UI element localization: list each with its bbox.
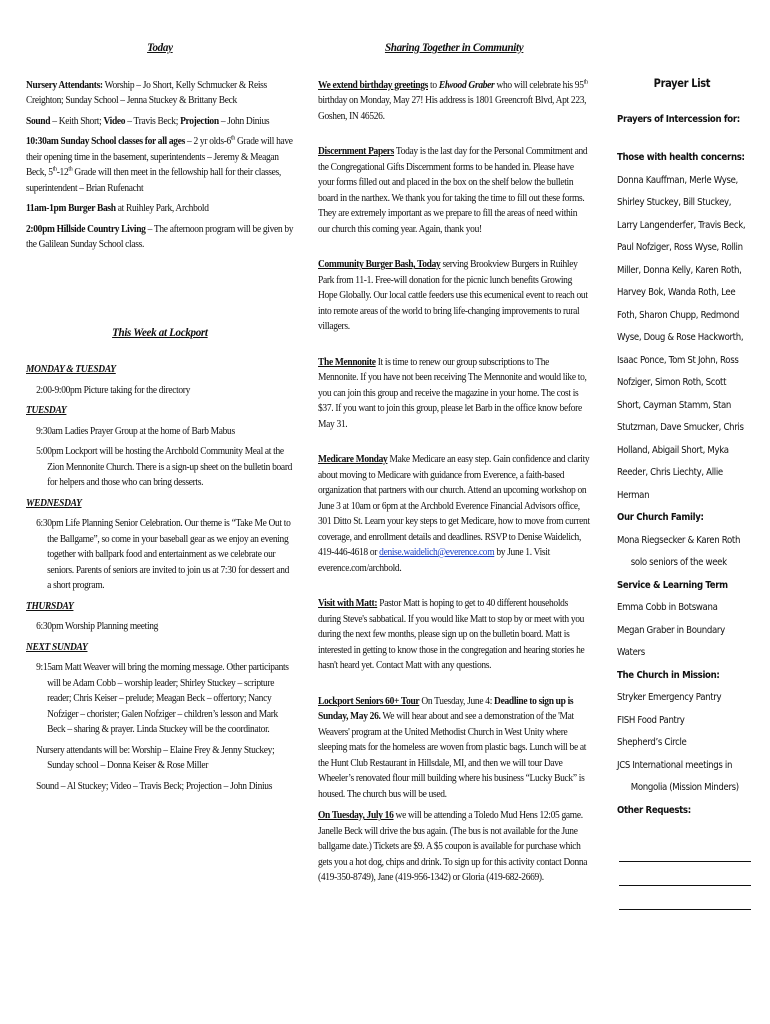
column-today-text	[26, 40, 294, 794]
church-in-mission-label: The Church in Mission:	[617, 669, 720, 681]
event-item: 6:30pm Life Planning Senior Celebration. Our theme is “Take Me Out to the Ballgame”, so come in your baseball gear as we enjoy an evening together with ballpark food and entertainment as we celebrate our seniors. Parents of seniors are invited to join us at 7:30 for dessert and a short program.	[36, 518, 291, 591]
event-item: 9:30am Ladies Prayer Group at the home of Barb Mabus	[36, 425, 235, 437]
church-family-names: Mona Riegsecker & Karen Roth	[617, 534, 741, 546]
health-concerns-label: Those with health concerns:	[617, 152, 745, 163]
column-today	[26, 36, 294, 799]
medicare-monday: Medicare Monday Make Medicare an easy step. Gain confidence and clarity about moving to Medicare with guidance from Everence, a faith-based organization that partners with our church. Attend an upcoming workshop on June 3 at 10am or 6pm at the Archbold Everence Financial Advisors office, 301 Ditto St. Learn your key steps to get Medicare, how to move from current coverage, and enrollment details and deadlines. RSVP to Denise Waidelich, 419-446-4618 or denise.waidelich@everence.com by June 1. Visit everence.com/archbold.	[318, 454, 590, 574]
discernment-papers: Discernment Papers Today is the last day for the Personal Commitment and the Congregational Gifts Discernment forms to be handed in. Please have your forms filled out and placed in the box on the shelf below the bulletin board in the narthex. We thank you for taking the time to fill out these forms. They are extremely important as we prepare to fill the areas of need within our church this coming year. Again, thank you!	[318, 146, 588, 235]
event-item: 6:30pm Worship Planning meeting	[36, 621, 159, 632]
sharing-heading: Sharing Together in Community	[384, 40, 524, 54]
seniors-tour: Lockport Seniors 60+ Tour On Tuesday, June 4: Deadline to sign up is Sunday, May 26. We will hear about and see a demonstration of the 'Mat Weavers' program at the United Methodist Church in West Unity where sleeping mats for the homeless are woven from plastic bags. Lunch will be at the Hunt Club Restaurant in Hillsdale, MI, and then we will tour Dave Wheeler’s renovated flour mill building where his business “Lucky Buck” is housed. The church bus will be used.	[318, 695, 587, 800]
event-item: 2:00-9:00pm Picture taking for the directory	[36, 384, 191, 396]
column-sharing	[318, 36, 590, 891]
mission-item: FISH Food Pantry	[617, 714, 685, 726]
hillside-country-living: 2:00pm Hillside Country Living – The afternoon program will be given by the Galilean Sunday School class.	[26, 223, 294, 250]
prayer-list-text	[617, 72, 747, 822]
service-item: Emma Cobb in Botswana	[617, 602, 718, 613]
blank-line	[619, 886, 751, 910]
the-mennonite: The Mennonite It is time to renew our group subscriptions to The Mennonite. If you have not been receiving The Mennonite and would like to, you can join this group and receive the magazine in your home. The cost is $37. If you want to join this group, please let Barb in the office know before May 31.	[318, 356, 587, 430]
mission-item: Stryker Emergency Pantry	[617, 692, 722, 703]
mission-item: Shepherd’s Circle	[617, 737, 687, 748]
event-item: Nursery attendants will be: Worship – Elaine Frey & Jenny Stuckey; Sunday school – Donna Keiser & Rose Miller	[36, 744, 275, 771]
nursery-attendants: Nursery Attendants: Worship – Jo Short, Kelly Schmucker & Reiss Creighton; Sunday School – Jenna Stuckey & Brittany Beck	[26, 79, 267, 106]
mission-item: JCS International meetings in	[617, 759, 733, 771]
day-tuesday: TUESDAY	[26, 405, 67, 416]
day-wednesday: WEDNESDAY	[26, 497, 82, 509]
community-burger-bash: Community Burger Bash, Today serving Brookview Burgers in Ruihley Park from 11-1. Free-will donation for the picnic lunch benefits Growing Hope Globally. Our local cattle feeders use this ecumenical event to reach out into remote areas of the world to bring life-changing improvements to rural villagers.	[318, 259, 588, 332]
event-item: Sound – Al Stuckey; Video – Travis Beck; Projection – John Dinius	[36, 780, 273, 792]
church-family-label: Our Church Family:	[617, 512, 704, 523]
burger-bash: 11am-1pm Burger Bash at Ruihley Park, Archbold	[26, 203, 209, 214]
today-heading: Today	[147, 40, 173, 54]
email-link[interactable]: denise.waidelich@everence.com	[379, 547, 495, 558]
service-learning-label: Service & Learning Term	[617, 579, 728, 591]
blank-line	[619, 862, 751, 886]
church-family-note: solo seniors of the week	[630, 557, 727, 568]
health-concerns-names: Donna Kauffman, Merle Wyse, Shirley Stuckey, Bill Stuckey, Larry Langenderfer, Travis Beck, Paul Nofziger, Ross Wyse, Rollin Miller, Donna Kelly, Karen Roth, Harvey Bok, Wanda Roth, Lee Foth, Sharon Chupp, Redmond Wyse, Doug & Rose Hackworth, Isaac Ponce, Tom St John, Ross Nofziger, Simon Roth, Scott Short, Cayman Stamm, Stan Stutzman, Dave Smucker, Chris Holland, Abigail Short, Myka Reeder, Chris Liechty, Allie Herman	[617, 174, 746, 501]
birthday-notice: We extend birthday greetings to Elwood Graber who will celebrate his 95th birthday on Monday, May 27! His address is 1801 Greencroft Blvd, Apt 223, Goshen, IN 46526.	[318, 78, 588, 122]
other-requests-lines	[619, 838, 751, 910]
mud-hens-game: On Tuesday, July 16 we will be attending a Toledo Mud Hens 12:05 game. Janelle Beck will drive the bus again. (The bus is not available for the June ballgame date.) Tickets are $9. A $5 coupon is available for purchase which gets you a hot dog, chips and drink. To sign up for this activity contact Donna (419-350-8749), Jane (419-956-1342) or Gloria (419-682-2669).	[318, 810, 588, 883]
day-mon-tue: MONDAY & TUESDAY	[26, 364, 116, 375]
prayer-subtitle: Prayers of Intercession for:	[617, 113, 740, 125]
event-item: 9:15am Matt Weaver will bring the morning message. Other participants will be Adam Cobb – worship leader; Shirley Stuckey – scripture reader; Chris Keiser – prelude; Meagan Beck – offertory; Nancy Nofziger – chorister; Galen Nofziger – children’s lesson and Mark Beck – sharing & prayer. Linda Stuckey will be the coordinator.	[36, 662, 289, 735]
visit-with-matt: Visit with Matt: Pastor Matt is hoping to get to 40 different households during Steve's sabbatical. If you would like Matt to stop by or meet with you during the next few months, please sign up on the bulletin board. Matt is interested in getting to know those in the congregation and hearing stories he hasn't heard yet. Contact Matt with any questions.	[318, 598, 585, 671]
day-thursday: THURSDAY	[26, 600, 74, 612]
blank-line	[619, 838, 751, 862]
event-item: 5:00pm Lockport will be hosting the Archbold Community Meal at the Zion Mennonite Church. There is a sign-up sheet on the bulletin board for helpers and those who can bring desserts.	[36, 446, 293, 488]
day-next-sunday: NEXT SUNDAY	[26, 641, 88, 653]
week-heading: This Week at Lockport	[112, 324, 208, 339]
column-sharing-text	[318, 40, 590, 886]
column-prayer-list	[617, 36, 747, 816]
other-requests-label: Other Requests:	[617, 804, 691, 816]
prayer-list-title: Prayer List	[653, 76, 711, 90]
sunday-school-classes: 10:30am Sunday School classes for all ages – 2 yr olds-6th Grade will have their opening time in the basement, superintendents – Jeremy & Meagan Beck, 5th-12th Grade will then meet in the fellowship hall for their classes, superintendent – Brian Rufenacht	[26, 134, 293, 194]
service-item: Megan Graber in Boundary Waters	[617, 624, 725, 658]
tech-crew: Sound – Keith Short; Video – Travis Beck; Projection – John Dinius	[26, 115, 270, 127]
mission-item-continued: Mongolia (Mission Minders)	[630, 782, 739, 793]
